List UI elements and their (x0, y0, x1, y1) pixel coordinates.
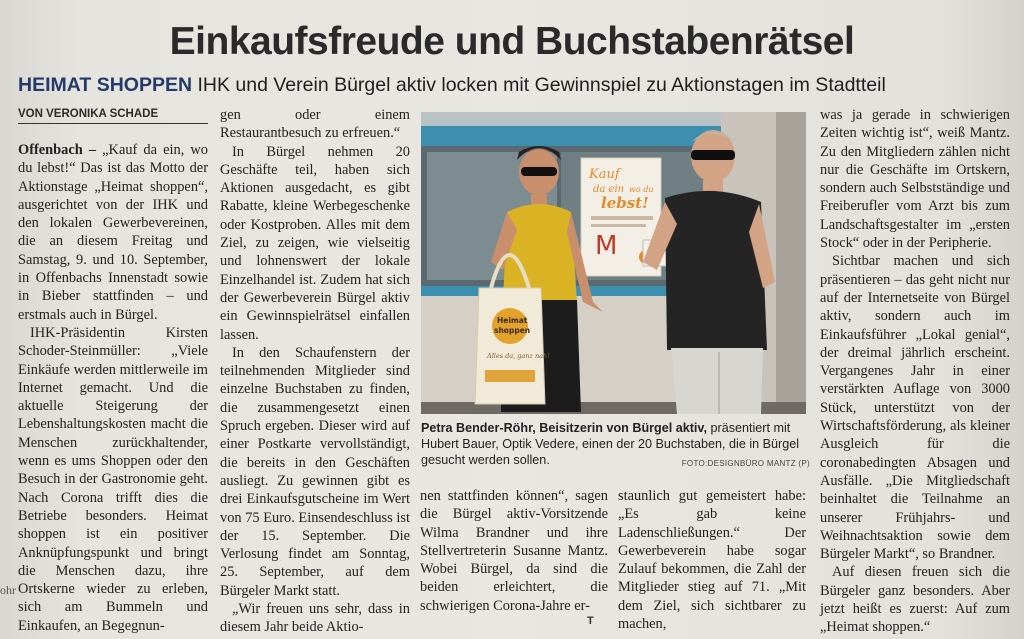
kicker: HEIMAT SHOPPEN (18, 74, 193, 96)
caption-names: Petra Bender-Röhr, Beisitzerin von Bürgel aktiv, (421, 421, 707, 435)
byline: VON VERONIKA SCHADE (18, 108, 208, 124)
poster-letter: M (595, 231, 618, 261)
photo-credit: FOTO:DESIGNBÜRO MANTZ (P) (681, 459, 810, 468)
subheadline-text: IHK und Verein Bürgel aktiv locken mit Gewinnspiel zu Aktionstagen im Stadtteil (197, 74, 886, 96)
paragraph: „Wir freuen uns sehr, dass in diesem Jahr beide Aktio- (220, 601, 410, 636)
article-column-4 (618, 487, 806, 633)
paragraph: Sichtbar machen und sich präsentieren – das geht nicht nur auf der Internetseite von Bürgel aktiv, sondern auch im Einkaufsführer „Lokal genial“, der dreimal jährlich erscheint. Vergangenes Jahr in einer verstärkten Auflage von 3000 Stück, unterstützt von der Wirtschaftsförderung, als kleiner Ausgleich für die coronabedingten Absagen und Ausfälle. „Die Mitgliedschaft beinhaltet die Teilnahme an unserer Frühjahrs- und Weihnachtsaktion sowie dem Bürgeler Markt“, so Brandner. (820, 253, 1010, 563)
footer-mark: T (587, 615, 594, 627)
article-column-5 (820, 106, 1010, 637)
poster-text: da ein (593, 184, 625, 195)
paragraph: In Bürgel nehmen 20 Geschäfte teil, haben sich Aktionen ausgedacht, es gibt Rabatte, kleine Werbegeschenke oder Kostproben. Alles mit dem Ziel, zu zeigen, wie vielseitig und lohnenswert der lokale Einzelhandel ist. Zudem hat sich der Gewerbeverein Bürgel aktiv ein Gewinnspielrätsel einfallen lassen. (220, 143, 410, 343)
photo-illustration (421, 112, 806, 414)
article-column-1 (18, 141, 208, 635)
article-column-3 (420, 487, 608, 615)
poster-text: Kauf (589, 167, 620, 182)
paragraph: gen oder einem Restaurantbesuch zu erfreuen.“ (220, 107, 410, 142)
poster-text: wo du (629, 185, 654, 194)
paragraph: Auf diesen freuen sich die Bürgeler ganz besonders. Aber jetzt heißt es zuerst: Auf zum „Heimat shoppen.“ (820, 564, 1010, 636)
bag-slogan: Alles da, ganz nah! (487, 352, 550, 360)
bag-logo-text: shoppen (494, 326, 531, 335)
paragraph: was ja gerade in schwierigen Zeiten wichtig ist“, weiß Mantz. Zu den Mitgliedern zählen nicht nur die Geschäfte im Ortskern, sondern auch Selbstständige und Freiberufler vom Arzt bis zum Landschaftsgestalter im „ersten Stock“ oder in der Peripherie. (820, 107, 1010, 252)
paragraph: staunlich gut gemeistert habe: „Es gab keine Ladenschließungen.“ Der Gewerbeverein habe sogar Zulauf bekommen, die Zahl der Mitglieder stieg auf 71. „Mit dem Ziel, sich sichtbarer zu machen, (618, 488, 806, 633)
dateline: Offenbach – (18, 142, 97, 158)
bag-logo-text: Heimat (497, 316, 528, 325)
paragraph: nen stattfinden können“, sagen die Bürgel aktiv-Vorsitzende Wilma Brandner und ihre Stellvertreterin Susanne Mantz. Wobei Bürgel, da sind die beiden erleichtert, die schwierigen Corona-Jahre er- (420, 488, 608, 614)
headline: Einkaufsfreude und Buchstabenrätsel (169, 20, 855, 63)
edge-fragment: ohr (0, 583, 16, 597)
article-photo (421, 112, 806, 414)
subheadline (18, 74, 1018, 97)
paragraph: IHK-Präsidentin Kirsten Schoder-Steinmüller: „Viele Einkäufe werden mittlerweile im Internet gemacht. Und die aktuelle Steigerung der Lebenshaltungskosten macht die Menschen zurückhaltender, wenn es ums Shoppen oder den Besuch in der Gastronomie geht. Nach Corona trifft dies die Betriebe besonders. Heimat shoppen ist ein positiver Anknüpfungspunkt und bringt die Menschen dazu, ihre Ortskerne wieder zu erleben, sich am Bummeln und Einkaufen, an Begegnun- (18, 324, 208, 634)
article-column-2 (220, 106, 410, 637)
paragraph: In den Schaufenstern der teilnehmenden Mitglieder sind einzelne Buchstaben zu finden, die zusammengesetzt einen Spruch ergeben. Dieser wird auf einer Postkarte vervollständigt, die bereits in den Geschäften ausliegt. Zu gewinnen gibt es drei Einkaufsgutscheine im Wert von 75 Euro. Einsendeschluss ist der 15. September. Die Verlosung findet am Sonntag, 25. September, auf dem Bürgeler Markt statt. (220, 344, 410, 599)
paragraph: Offenbach – „Kauf da ein, wo du lebst!“ Das ist das Motto der Aktionstage „Heimat shoppen“, ausgerichtet von der IHK und den lokalen Gewerbevereinen, die an diesem Freitag und Samstag, 9. und 10. September, in Offenbachs Innenstadt sowie in Bieber stattfinden – und erstmals auch in Bürgel. (18, 142, 208, 323)
caption-text: präsentiert mit Hubert Bauer, Optik Vedere, einen der 20 Buchstaben, die in Bürgel gesucht werden sollen. (421, 421, 800, 468)
poster-text: lebst! (601, 194, 649, 212)
